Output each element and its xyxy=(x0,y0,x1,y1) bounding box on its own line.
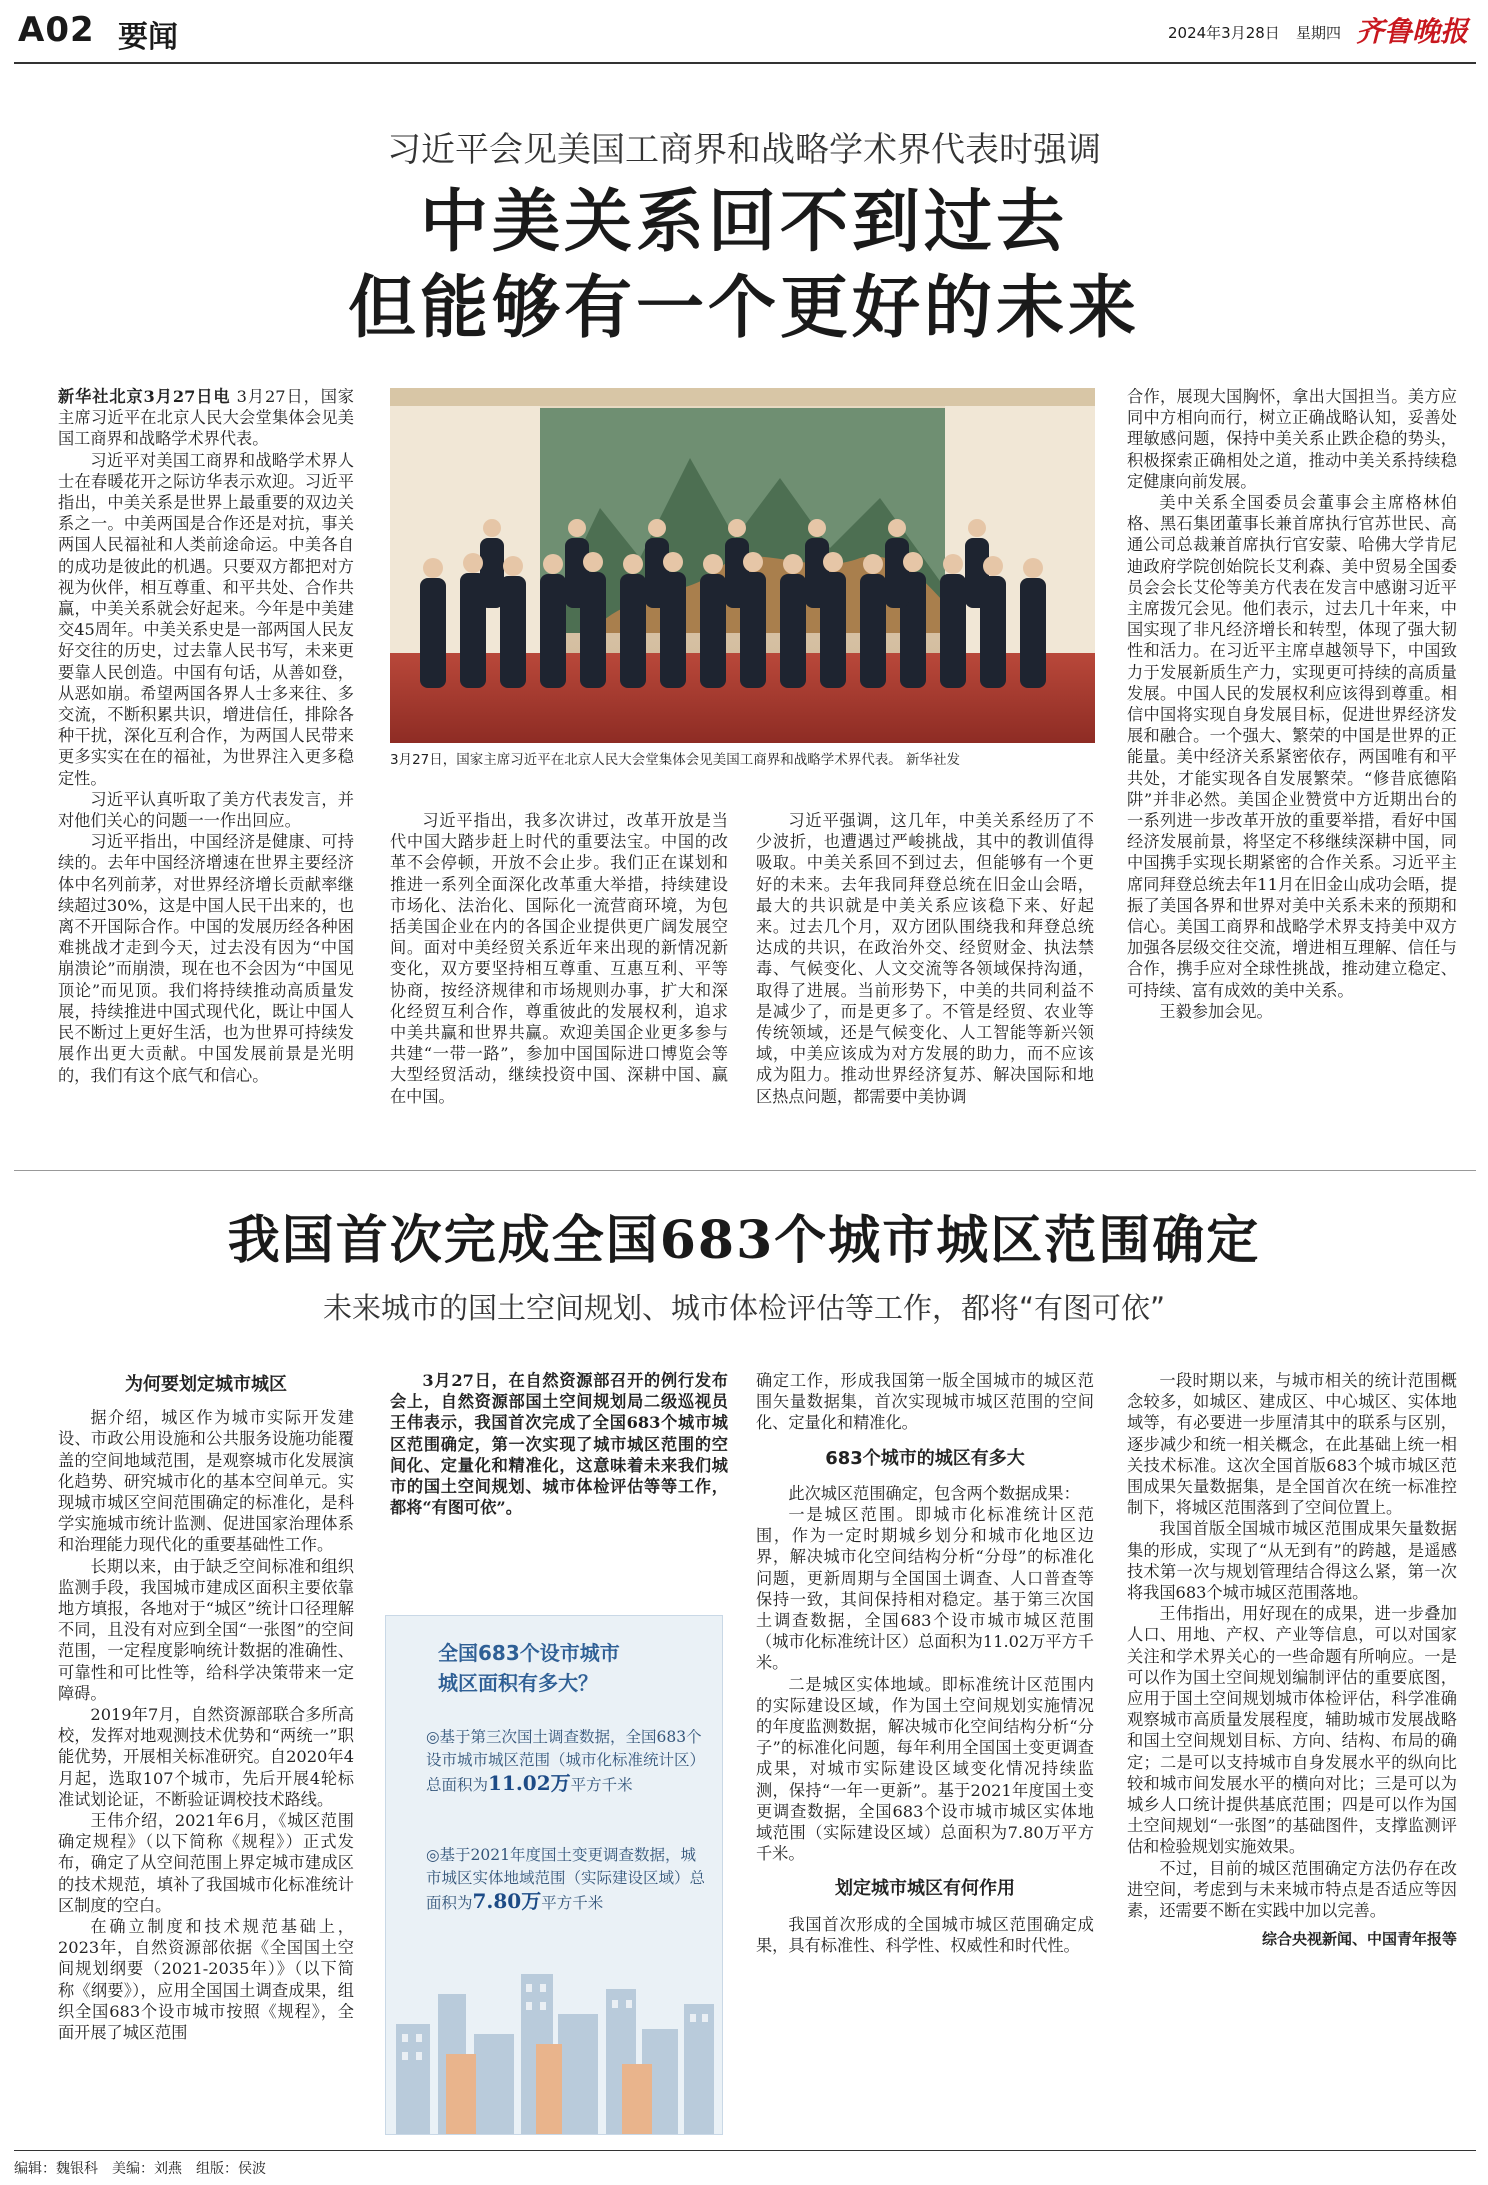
paragraph: 我国首次形成的全国城市城区范围确定成果，具有标准性、科学性、权威性和时代性。 xyxy=(756,1914,1094,1955)
area-value-1: 11.02万 xyxy=(488,1771,571,1795)
group-photo-illustration xyxy=(390,388,1095,743)
source-line: 综合央视新闻、中国青年报等 xyxy=(1261,1930,1457,1949)
paragraph: 美中关系全国委员会董事会主席格林伯格、黑石集团董事长兼首席执行官苏世民、高通公司总裁兼首席执行官安蒙、哈佛大学肯尼迪政府学院创始院长艾利森、美中贸易全国委员会会长艾伦等美方代表在发言中感谢习近平主席拨冗会见。他们表示，过去几十年来，中国实现了非凡经济增长和转型，体现了强大韧性和活力。在习近平主席卓越领导下，中国致力于发展新质生产力，实现更可持续的高质量发展。中国人民的发展权利应该得到尊重。相信中国将实现自身发展目标，促进世界经济发展和融合。一个强大、繁荣的中国是世界的正能量。美中经济关系紧密依存，两国唯有和平共处，才能实现各自发展繁荣。“修昔底德陷阱”并非必然。美国企业赞赏中方近期出台的一系列进一步改革开放的重要举措，看好中国经济发展前景，将坚定不移继续深耕中国，同中国携手实现长期紧密的合作关系。习近平主席同拜登总统去年11月在旧金山成功会晤，提振了美国各界和世界对美中关系未来的预期和信心。美国工商界和战略学术界支持美中双方加强各层级交往交流，增进相互理解、信任与合作，携手应对全球性挑战，推动建立稳定、可持续、富有成效的美中关系。 xyxy=(1127,493,1457,1000)
article2-column-1 xyxy=(58,1370,354,2043)
paragraph: 王伟指出，用好现在的成果，进一步叠加人口、用地、产权、产业等信息，可以对国家关注和学术界关心的一些命题有所响应。一是可以作为国土空间规划编制评估的重要底图，应用于国土空间规划城市体检评估，科学准确观察城市高质量发展程度，辅助城市发展战略和国土空间规划目标、方向、结构、布局的确定；二是可以支持城市自身发展水平的纵向比较和城市间发展水平的横向对比；三是可以为城乡人口统计提供基底范围；四是可以作为国土空间规划“一张图”的基础图件，支撑监测评估和检验规划实施效果。 xyxy=(1127,1604,1457,1857)
area-sidebar-box xyxy=(385,1615,723,2135)
city-buildings-illustration xyxy=(386,1934,723,2134)
paragraph: 习近平强调，这几年，中美关系经历了不少波折，也遭遇过严峻挑战，其中的教训值得吸取。中美关系回不到过去，但能够有一个更好的未来。去年我同拜登总统在旧金山会晤，最大的共识就是中美关系应该稳下来、好起来。过去几个月，双方团队围绕我和拜登总统达成的共识，在政治外交、经贸财金、执法禁毒、气候变化、人文交流等各领域保持沟通，取得了进展。当前形势下，中美的共同利益不是减少了，而是更多了。不管是经贸、农业等传统领域，还是气候变化、人工智能等新兴领域，中美应该成为对方发展的助力，而不应该成为阻力。推动世界经济复苏、解决国际和地区热点问题，都需要中美协调 xyxy=(756,811,1094,1106)
paragraph: 一是城区范围。即城市化标准统计区范围，作为一定时期城乡划分和城市化地区边界，解决城市化空间结构分析“分母”的标准化问题，更新周期与全国国土调查、人口普查等保持一致，其间保持相对稳定。基于第三次国土调查数据，全国683个设市城市城区范围（城市化标准统计区）总面积为11.02万平方千米。 xyxy=(756,1505,1094,1673)
lead-paragraph: 3月27日，在自然资源部召开的例行发布会上，自然资源部国土空间规划局二级巡视员王伟表示，我国首次完成了全国683个城市城区范围确定，第一次实现了城市城区范围的空间化、定量化和精准化，这意味着未来我们城市的国土空间规划、城市体检评估等等工作，都将“有图可依”。 xyxy=(390,1371,728,1518)
paragraph: 王伟介绍，2021年6月，《城区范围确定规程》（以下简称《规程》）正式发布，确定了从空间范围上界定城市建成区的技术规范，填补了我国城市化标准统计区制度的空白。 xyxy=(58,1811,354,1915)
paragraph: 长期以来，由于缺乏空间标准和组织监测手段，我国城市建成区面积主要依靠地方填报，各地对于“城区”统计口径理解不同，且没有对应到全国“一张图”的空间范围，一定程度影响统计数据的准确性、可靠性和可比性等，给科学决策带来一定障碍。 xyxy=(58,1556,354,1703)
section-divider xyxy=(14,1170,1476,1171)
sidebar-item-1: ◎基于第三次国土调查数据，全国683个设市城市城区范围（城市化标准统计区）总面积为11.02万平方千米 xyxy=(426,1728,706,1795)
dateline: 新华社北京3月27日电 xyxy=(58,387,231,406)
issue-date: 2024年3月28日 xyxy=(1168,24,1280,42)
article1-column-2 xyxy=(390,810,728,1107)
paragraph: 一段时期以来，与城市相关的统计范围概念较多，如城区、建成区、中心城区、实体地域等，有必要进一步厘清其中的联系与区别，逐步减少和统一相关概念，在此基础上统一相关技术标准。这次全国首版683个城市城区范围成果矢量数据集，是全国首次在统一标准控制下，将城区范围落到了空间位置上。 xyxy=(1127,1371,1457,1518)
paragraph: 我国首版全国城市城区范围成果矢量数据集的形成，实现了“从无到有”的跨越，是遥感技术第一次与规划管理结合得这么紧，第一次将我国683个城市城区范围落地。 xyxy=(1127,1519,1457,1603)
sidebar-item-2: ◎基于2021年度国土变更调查数据，城市城区实体地域范围（实际建设区域）总面积为7.80万平方千米 xyxy=(426,1846,706,1913)
sidebar-title: 全国683个设市城市 城区面积有多大？ xyxy=(438,1641,620,1695)
masthead-logo: 齐鲁晚报 xyxy=(1356,15,1469,48)
article2-subhead: 未来城市的国土空间规划、城市体检评估等工作，都将“有图可依” xyxy=(322,1291,1166,1325)
photo-caption: 3月27日，国家主席习近平在北京人民大会堂集体会见美国工商界和战略学术界代表。 新华社发 xyxy=(390,752,961,768)
footer-rule xyxy=(14,2150,1476,2151)
article1-column-4 xyxy=(1127,386,1457,1022)
paragraph: 王毅参加会见。 xyxy=(1159,1001,1273,1021)
header-rule xyxy=(14,62,1476,64)
paragraph: 此次城区范围确定，包含两个数据成果： xyxy=(788,1483,1080,1503)
paragraph: 习近平认真听取了美方代表发言，并对他们关心的问题一一作出回应。 xyxy=(58,789,354,831)
paragraph: 据介绍，城区作为城市实际开发建设、市政公用设施和公共服务设施功能覆盖的空间地域范围，是观察城市化发展演化趋势、研究城市化的基本空间单元。实现城市城区空间范围确定的标准化，是科学实施城市统计监测、促进国家治理体系和治理能力现代化的重要基础性工作。 xyxy=(58,1408,354,1555)
subheading: 划定城市城区有何作用 xyxy=(835,1878,1015,1900)
article2-lead xyxy=(390,1370,728,1518)
area-value-2: 7.80万 xyxy=(472,1889,542,1913)
section-name: 要闻 xyxy=(118,20,178,55)
paragraph: 习近平指出，中国经济是健康、可持续的。去年中国经济增速在世界主要经济体中名列前茅，对世界经济增长贡献率继续超过30%，这是中国人民干出来的，也离不开国际合作。中国的发展历经各种困难挑战才走到今天，过去没有因为“中国崩溃论”而崩溃，现在也不会因为“中国见顶论”而见顶。我们将持续推动高质量发展，持续推进中国式现代化，既让中国人民不断过上更好生活，也为世界可持续发展作出更大贡献。中国发展前景是光明的，我们有这个底气和信心。 xyxy=(58,832,354,1085)
paragraph: 习近平指出，我多次讲过，改革开放是当代中国大踏步赶上时代的重要法宝。中国的改革不会停顿，开放不会止步。我们正在谋划和推进一系列全面深化改革重大举措，持续建设市场化、法治化、国际化一流营商环境，为包括美国企业在内的各国企业提供更广阔发展空间。面对中美经贸关系近年来出现的新情况新变化，双方要坚持相互尊重、互惠互利、平等协商，按经济规律和市场规则办事，扩大和深化经贸互利合作，尊重彼此的发展权利，追求中美共赢和世界共赢。欢迎美国企业更多参与共建“一带一路”，参加中国国际进口博览会等大型经贸活动，继续投资中国、深耕中国、赢在中国。 xyxy=(390,811,728,1106)
news-photo xyxy=(390,388,1095,743)
paragraph: 确定工作，形成我国第一版全国城市的城区范围矢量数据集，首次实现城市城区范围的空间化、定量化和精准化。 xyxy=(756,1371,1094,1433)
article1-kicker: 习近平会见美国工商界和战略学术界代表时强调 xyxy=(387,130,1101,170)
paragraph: 在确立制度和技术规范基础上，2023年，自然资源部依据《全国国土空间规划纲要（2021-2035年）》（以下简称《纲要》），应用全国国土调查成果，组织全国683个设市城市按照《规程》，全面开展了城区范围 xyxy=(58,1917,354,2043)
article1-headline-line1: 中美关系回不到过去 xyxy=(419,182,1068,262)
paragraph: 2019年7月，自然资源部联合多所高校，发挥对地观测技术优势和“两统一”职能优势，开展相关标准研究。自2020年4月起，选取107个城市，先后开展4轮标准试划论证，不断验证调校技术路线。 xyxy=(58,1705,354,1809)
article1-column-1: 新华社北京3月27日电 3月27日，国家主席习近平在北京人民大会堂集体会见美国工商界和战略学术界代表。 习近平对美国工商界和战略学术界人士在春暖花开之际访华表示欢迎。习近平指出，中美关系是世界上最重要的双边关系之一。中美两国是合作还是对抗，事关两国人民福祉和人类前途命运。中美各自的成功是彼此的机遇。只要双方都把对方视为伙伴，相互尊重、和平共处、合作共赢，中美关系就会好起来。今年是中美建交45周年。中美关系史是一部两国人民友好交往的历史，过去靠人民书写，未来更要靠人民创造。中国有句话，从善如登，从恶如崩。希望两国各界人士多来往、多交流，不断积累共识，增进信任，排除各种干扰，深化互利合作，为两国人民带来更多实实在在的福祉，为世界注入更多稳定性。 习近平认真听取了美方代表发言，并对他们关心的问题一一作出回应。 习近平指出，中国经济是健康、可持续的。去年中国经济增速在世界主要经济体中名列前茅，对世界经济增长贡献率继续超过30%，这是中国人民干出来的，也离不开国际合作。中国的发展历经各种困难挑战才走到今天，过去没有因为“中国崩溃论”而崩溃，现在也不会因为“中国见顶论”而见顶。我们将持续推动高质量发展，持续推进中国式现代化，既让中国人民不断过上更好生活，也为世界可持续发展作出更大贡献。中国发展前景是光明的，我们有这个底气和信心。 xyxy=(58,387,354,1085)
paragraph: 不过，目前的城区范围确定方法仍存在改进空间，考虑到与未来城市特点是否适应等因素，还需要不断在实践中加以完善。 xyxy=(1127,1858,1457,1921)
paragraph: 习近平对美国工商界和战略学术界人士在春暖花开之际访华表示欢迎。习近平指出，中美关系是世界上最重要的双边关系之一。中美两国是合作还是对抗，事关两国人民福祉和人类前途命运。中美各自的成功是彼此的机遇。只要双方都把对方视为伙伴，相互尊重、和平共处、合作共赢，中美关系就会好起来。今年是中美建交45周年。中美关系史是一部两国人民友好交往的历史，过去靠人民书写，未来更要靠人民创造。中国有句话，从善如登，从恶如崩。希望两国各界人士多来往、多交流，不断积累共识，增进信任，排除各种干扰，深化互利合作，为两国人民带来更多实实在在的福祉，为世界注入更多稳定性。 xyxy=(58,450,354,788)
subheading: 683个城市的城区有多大 xyxy=(825,1447,1025,1469)
subheading: 为何要划定城市城区 xyxy=(125,1374,287,1395)
article2-headline: 我国首次完成全国683个城市城区范围确定 xyxy=(227,1210,1261,1271)
issue-weekday: 星期四 xyxy=(1296,24,1342,42)
article2-column-4 xyxy=(1127,1370,1457,1950)
page-number: A02 xyxy=(18,10,95,50)
paragraph: 合作，展现大国胸怀，拿出大国担当。美方应同中方相向而行，树立正确战略认知，妥善处理敏感问题，保持中美关系止跌企稳的势头，积极探索正确相处之道，推动中美关系持续稳定健康向前发展。 xyxy=(1127,387,1457,491)
article2-column-3 xyxy=(756,1370,1094,1956)
page-header xyxy=(0,0,1488,64)
footer-credits: 编辑：魏银科 美编：刘燕 组版：侯波 xyxy=(14,2161,266,2177)
paragraph: 二是城区实体地域。即标准统计区范围内的实际建设区域，作为国土空间规划实施情况的年度监测数据，解决城市化空间结构分析“分子”的标准化问题，每年利用全国国土变更调查成果，对城市实际建设区域变化情况持续监测，保持“一年一更新”。基于2021年度国土变更调查数据，全国683个设市城市城区实体地域范围（实际建设区域）总面积为7.80万平方千米。 xyxy=(756,1674,1094,1864)
article1-headline-line2: 但能够有一个更好的未来 xyxy=(347,268,1140,348)
article1-column-3 xyxy=(756,810,1094,1107)
